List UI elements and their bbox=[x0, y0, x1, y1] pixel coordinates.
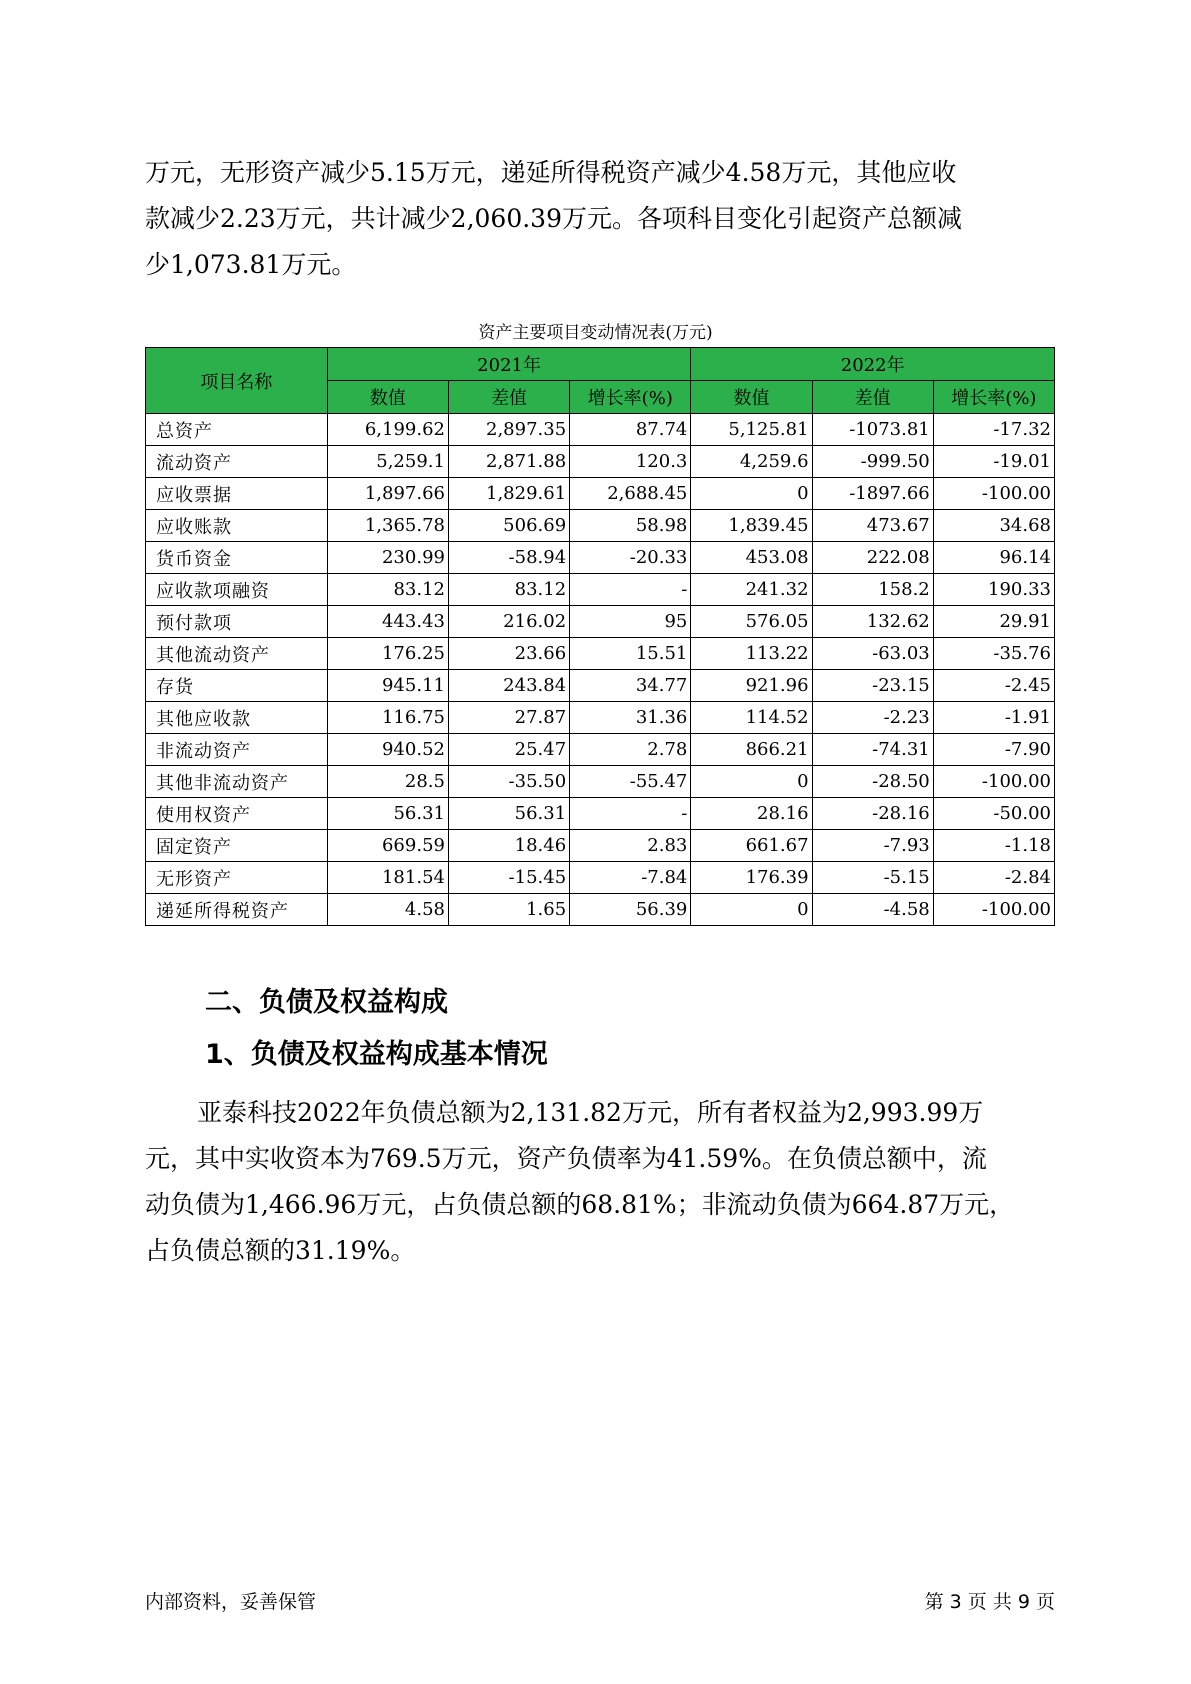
row-item-name: 无形资产 bbox=[146, 862, 328, 894]
growth-2021: -7.84 bbox=[570, 862, 691, 894]
growth-2022: -17.32 bbox=[933, 414, 1054, 446]
growth-2022: -100.00 bbox=[933, 894, 1054, 926]
growth-2022: -2.84 bbox=[933, 862, 1054, 894]
row-item-name: 货币资金 bbox=[146, 542, 328, 574]
diff-2022: -5.15 bbox=[812, 862, 933, 894]
diff-2022: -999.50 bbox=[812, 446, 933, 478]
footer-confidential-note: 内部资料，妥善保管 bbox=[145, 1591, 317, 1613]
table-row bbox=[146, 734, 1055, 766]
growth-2021: 87.74 bbox=[570, 414, 691, 446]
value-2022: 113.22 bbox=[691, 638, 812, 670]
header-year-2022: 2022年 bbox=[691, 348, 1055, 381]
liability-paragraph bbox=[145, 1090, 1055, 1274]
value-2021: 443.43 bbox=[327, 606, 448, 638]
diff-2022: -4.58 bbox=[812, 894, 933, 926]
growth-2021: -20.33 bbox=[570, 542, 691, 574]
value-2022: 0 bbox=[691, 478, 812, 510]
subheader-growth: 增长率(%) bbox=[570, 381, 691, 414]
intro-line: 少1,073.81万元。 bbox=[145, 250, 357, 279]
value-2022: 5,125.81 bbox=[691, 414, 812, 446]
table-body bbox=[146, 414, 1055, 926]
subheader-value: 数值 bbox=[327, 381, 448, 414]
diff-2022: -2.23 bbox=[812, 702, 933, 734]
value-2021: 945.11 bbox=[327, 670, 448, 702]
growth-2022: -50.00 bbox=[933, 798, 1054, 830]
value-2021: 1,365.78 bbox=[327, 510, 448, 542]
row-item-name: 其他流动资产 bbox=[146, 638, 328, 670]
row-item-name: 使用权资产 bbox=[146, 798, 328, 830]
body-line: 占负债总额的31.19%。 bbox=[145, 1236, 416, 1265]
growth-2021: 31.36 bbox=[570, 702, 691, 734]
value-2022: 866.21 bbox=[691, 734, 812, 766]
growth-2022: -19.01 bbox=[933, 446, 1054, 478]
section-title: 二、负债及权益构成 bbox=[205, 987, 448, 1018]
row-item-name: 递延所得税资产 bbox=[146, 894, 328, 926]
diff-2021: -35.50 bbox=[448, 766, 569, 798]
value-2022: 453.08 bbox=[691, 542, 812, 574]
table-row bbox=[146, 446, 1055, 478]
diff-2021: 243.84 bbox=[448, 670, 569, 702]
table-row bbox=[146, 862, 1055, 894]
value-2021: 181.54 bbox=[327, 862, 448, 894]
diff-2022: -74.31 bbox=[812, 734, 933, 766]
value-2022: 114.52 bbox=[691, 702, 812, 734]
diff-2021: 23.66 bbox=[448, 638, 569, 670]
body-line: 亚泰科技2022年负债总额为2,131.82万元，所有者权益为2,993.99万 bbox=[197, 1098, 984, 1127]
diff-2022: 132.62 bbox=[812, 606, 933, 638]
footer-page-number: 第 3 页 共 9 页 bbox=[924, 1591, 1055, 1613]
growth-2022: -1.91 bbox=[933, 702, 1054, 734]
subheader-diff: 差值 bbox=[812, 381, 933, 414]
row-item-name: 其他应收款 bbox=[146, 702, 328, 734]
growth-2021: - bbox=[570, 798, 691, 830]
diff-2021: 506.69 bbox=[448, 510, 569, 542]
row-item-name: 应收账款 bbox=[146, 510, 328, 542]
value-2021: 83.12 bbox=[327, 574, 448, 606]
row-item-name: 应收票据 bbox=[146, 478, 328, 510]
subheader-diff: 差值 bbox=[448, 381, 569, 414]
body-line: 元，其中实收资本为769.5万元，资产负债率为41.59%。在负债总额中，流 bbox=[145, 1144, 987, 1173]
table-row bbox=[146, 414, 1055, 446]
growth-2022: -35.76 bbox=[933, 638, 1054, 670]
table-row bbox=[146, 798, 1055, 830]
table-row bbox=[146, 766, 1055, 798]
table-caption: 资产主要项目变动情况表(万元) bbox=[478, 323, 713, 343]
diff-2021: 2,871.88 bbox=[448, 446, 569, 478]
subheader-growth: 增长率(%) bbox=[933, 381, 1054, 414]
row-item-name: 流动资产 bbox=[146, 446, 328, 478]
value-2022: 241.32 bbox=[691, 574, 812, 606]
growth-2022: -1.18 bbox=[933, 830, 1054, 862]
growth-2021: 15.51 bbox=[570, 638, 691, 670]
diff-2021: 2,897.35 bbox=[448, 414, 569, 446]
diff-2021: 18.46 bbox=[448, 830, 569, 862]
row-item-name: 其他非流动资产 bbox=[146, 766, 328, 798]
value-2021: 116.75 bbox=[327, 702, 448, 734]
growth-2021: 34.77 bbox=[570, 670, 691, 702]
subheader-value: 数值 bbox=[691, 381, 812, 414]
value-2022: 576.05 bbox=[691, 606, 812, 638]
growth-2022: -100.00 bbox=[933, 766, 1054, 798]
value-2021: 56.31 bbox=[327, 798, 448, 830]
growth-2022: 96.14 bbox=[933, 542, 1054, 574]
diff-2021: 83.12 bbox=[448, 574, 569, 606]
growth-2022: -7.90 bbox=[933, 734, 1054, 766]
diff-2022: 158.2 bbox=[812, 574, 933, 606]
row-item-name: 固定资产 bbox=[146, 830, 328, 862]
growth-2021: 2.83 bbox=[570, 830, 691, 862]
diff-2021: 27.87 bbox=[448, 702, 569, 734]
diff-2021: 25.47 bbox=[448, 734, 569, 766]
row-item-name: 总资产 bbox=[146, 414, 328, 446]
header-item-name: 项目名称 bbox=[146, 348, 328, 414]
growth-2022: -100.00 bbox=[933, 478, 1054, 510]
table-header-row bbox=[146, 348, 1055, 381]
growth-2022: 190.33 bbox=[933, 574, 1054, 606]
value-2021: 669.59 bbox=[327, 830, 448, 862]
diff-2021: 56.31 bbox=[448, 798, 569, 830]
growth-2022: 29.91 bbox=[933, 606, 1054, 638]
row-item-name: 应收款项融资 bbox=[146, 574, 328, 606]
body-line: 动负债为1,466.96万元，占负债总额的68.81%；非流动负债为664.87万元， bbox=[145, 1190, 1015, 1219]
intro-line: 万元，无形资产减少5.15万元，递延所得税资产减少4.58万元，其他应收 bbox=[145, 158, 957, 187]
growth-2021: -55.47 bbox=[570, 766, 691, 798]
diff-2022: -1897.66 bbox=[812, 478, 933, 510]
value-2021: 176.25 bbox=[327, 638, 448, 670]
table-row bbox=[146, 638, 1055, 670]
diff-2022: 473.67 bbox=[812, 510, 933, 542]
subsection-title: 1、负债及权益构成基本情况 bbox=[205, 1039, 548, 1070]
value-2022: 0 bbox=[691, 766, 812, 798]
value-2021: 230.99 bbox=[327, 542, 448, 574]
growth-2021: 56.39 bbox=[570, 894, 691, 926]
table-row bbox=[146, 670, 1055, 702]
row-item-name: 存货 bbox=[146, 670, 328, 702]
value-2022: 0 bbox=[691, 894, 812, 926]
diff-2021: -15.45 bbox=[448, 862, 569, 894]
value-2021: 5,259.1 bbox=[327, 446, 448, 478]
diff-2022: -7.93 bbox=[812, 830, 933, 862]
value-2022: 4,259.6 bbox=[691, 446, 812, 478]
diff-2022: -28.16 bbox=[812, 798, 933, 830]
diff-2022: -1073.81 bbox=[812, 414, 933, 446]
value-2021: 940.52 bbox=[327, 734, 448, 766]
diff-2022: 222.08 bbox=[812, 542, 933, 574]
growth-2021: 95 bbox=[570, 606, 691, 638]
value-2022: 921.96 bbox=[691, 670, 812, 702]
growth-2021: 2.78 bbox=[570, 734, 691, 766]
diff-2021: 216.02 bbox=[448, 606, 569, 638]
value-2022: 28.16 bbox=[691, 798, 812, 830]
value-2021: 6,199.62 bbox=[327, 414, 448, 446]
table-row bbox=[146, 478, 1055, 510]
value-2021: 4.58 bbox=[327, 894, 448, 926]
value-2022: 176.39 bbox=[691, 862, 812, 894]
value-2022: 1,839.45 bbox=[691, 510, 812, 542]
table-row bbox=[146, 542, 1055, 574]
asset-change-table bbox=[145, 347, 1055, 926]
value-2021: 28.5 bbox=[327, 766, 448, 798]
value-2021: 1,897.66 bbox=[327, 478, 448, 510]
row-item-name: 非流动资产 bbox=[146, 734, 328, 766]
growth-2021: - bbox=[570, 574, 691, 606]
value-2022: 661.67 bbox=[691, 830, 812, 862]
diff-2021: 1.65 bbox=[448, 894, 569, 926]
table-row bbox=[146, 574, 1055, 606]
table-row bbox=[146, 894, 1055, 926]
growth-2022: 34.68 bbox=[933, 510, 1054, 542]
intro-paragraph bbox=[145, 150, 1055, 288]
table-row bbox=[146, 606, 1055, 638]
growth-2021: 120.3 bbox=[570, 446, 691, 478]
growth-2021: 58.98 bbox=[570, 510, 691, 542]
header-year-2021: 2021年 bbox=[327, 348, 691, 381]
intro-line: 款减少2.23万元，共计减少2,060.39万元。各项科目变化引起资产总额减 bbox=[145, 204, 962, 233]
table-row bbox=[146, 510, 1055, 542]
table-row bbox=[146, 702, 1055, 734]
growth-2022: -2.45 bbox=[933, 670, 1054, 702]
diff-2021: 1,829.61 bbox=[448, 478, 569, 510]
diff-2022: -23.15 bbox=[812, 670, 933, 702]
growth-2021: 2,688.45 bbox=[570, 478, 691, 510]
diff-2022: -28.50 bbox=[812, 766, 933, 798]
row-item-name: 预付款项 bbox=[146, 606, 328, 638]
diff-2022: -63.03 bbox=[812, 638, 933, 670]
table-row bbox=[146, 830, 1055, 862]
diff-2021: -58.94 bbox=[448, 542, 569, 574]
